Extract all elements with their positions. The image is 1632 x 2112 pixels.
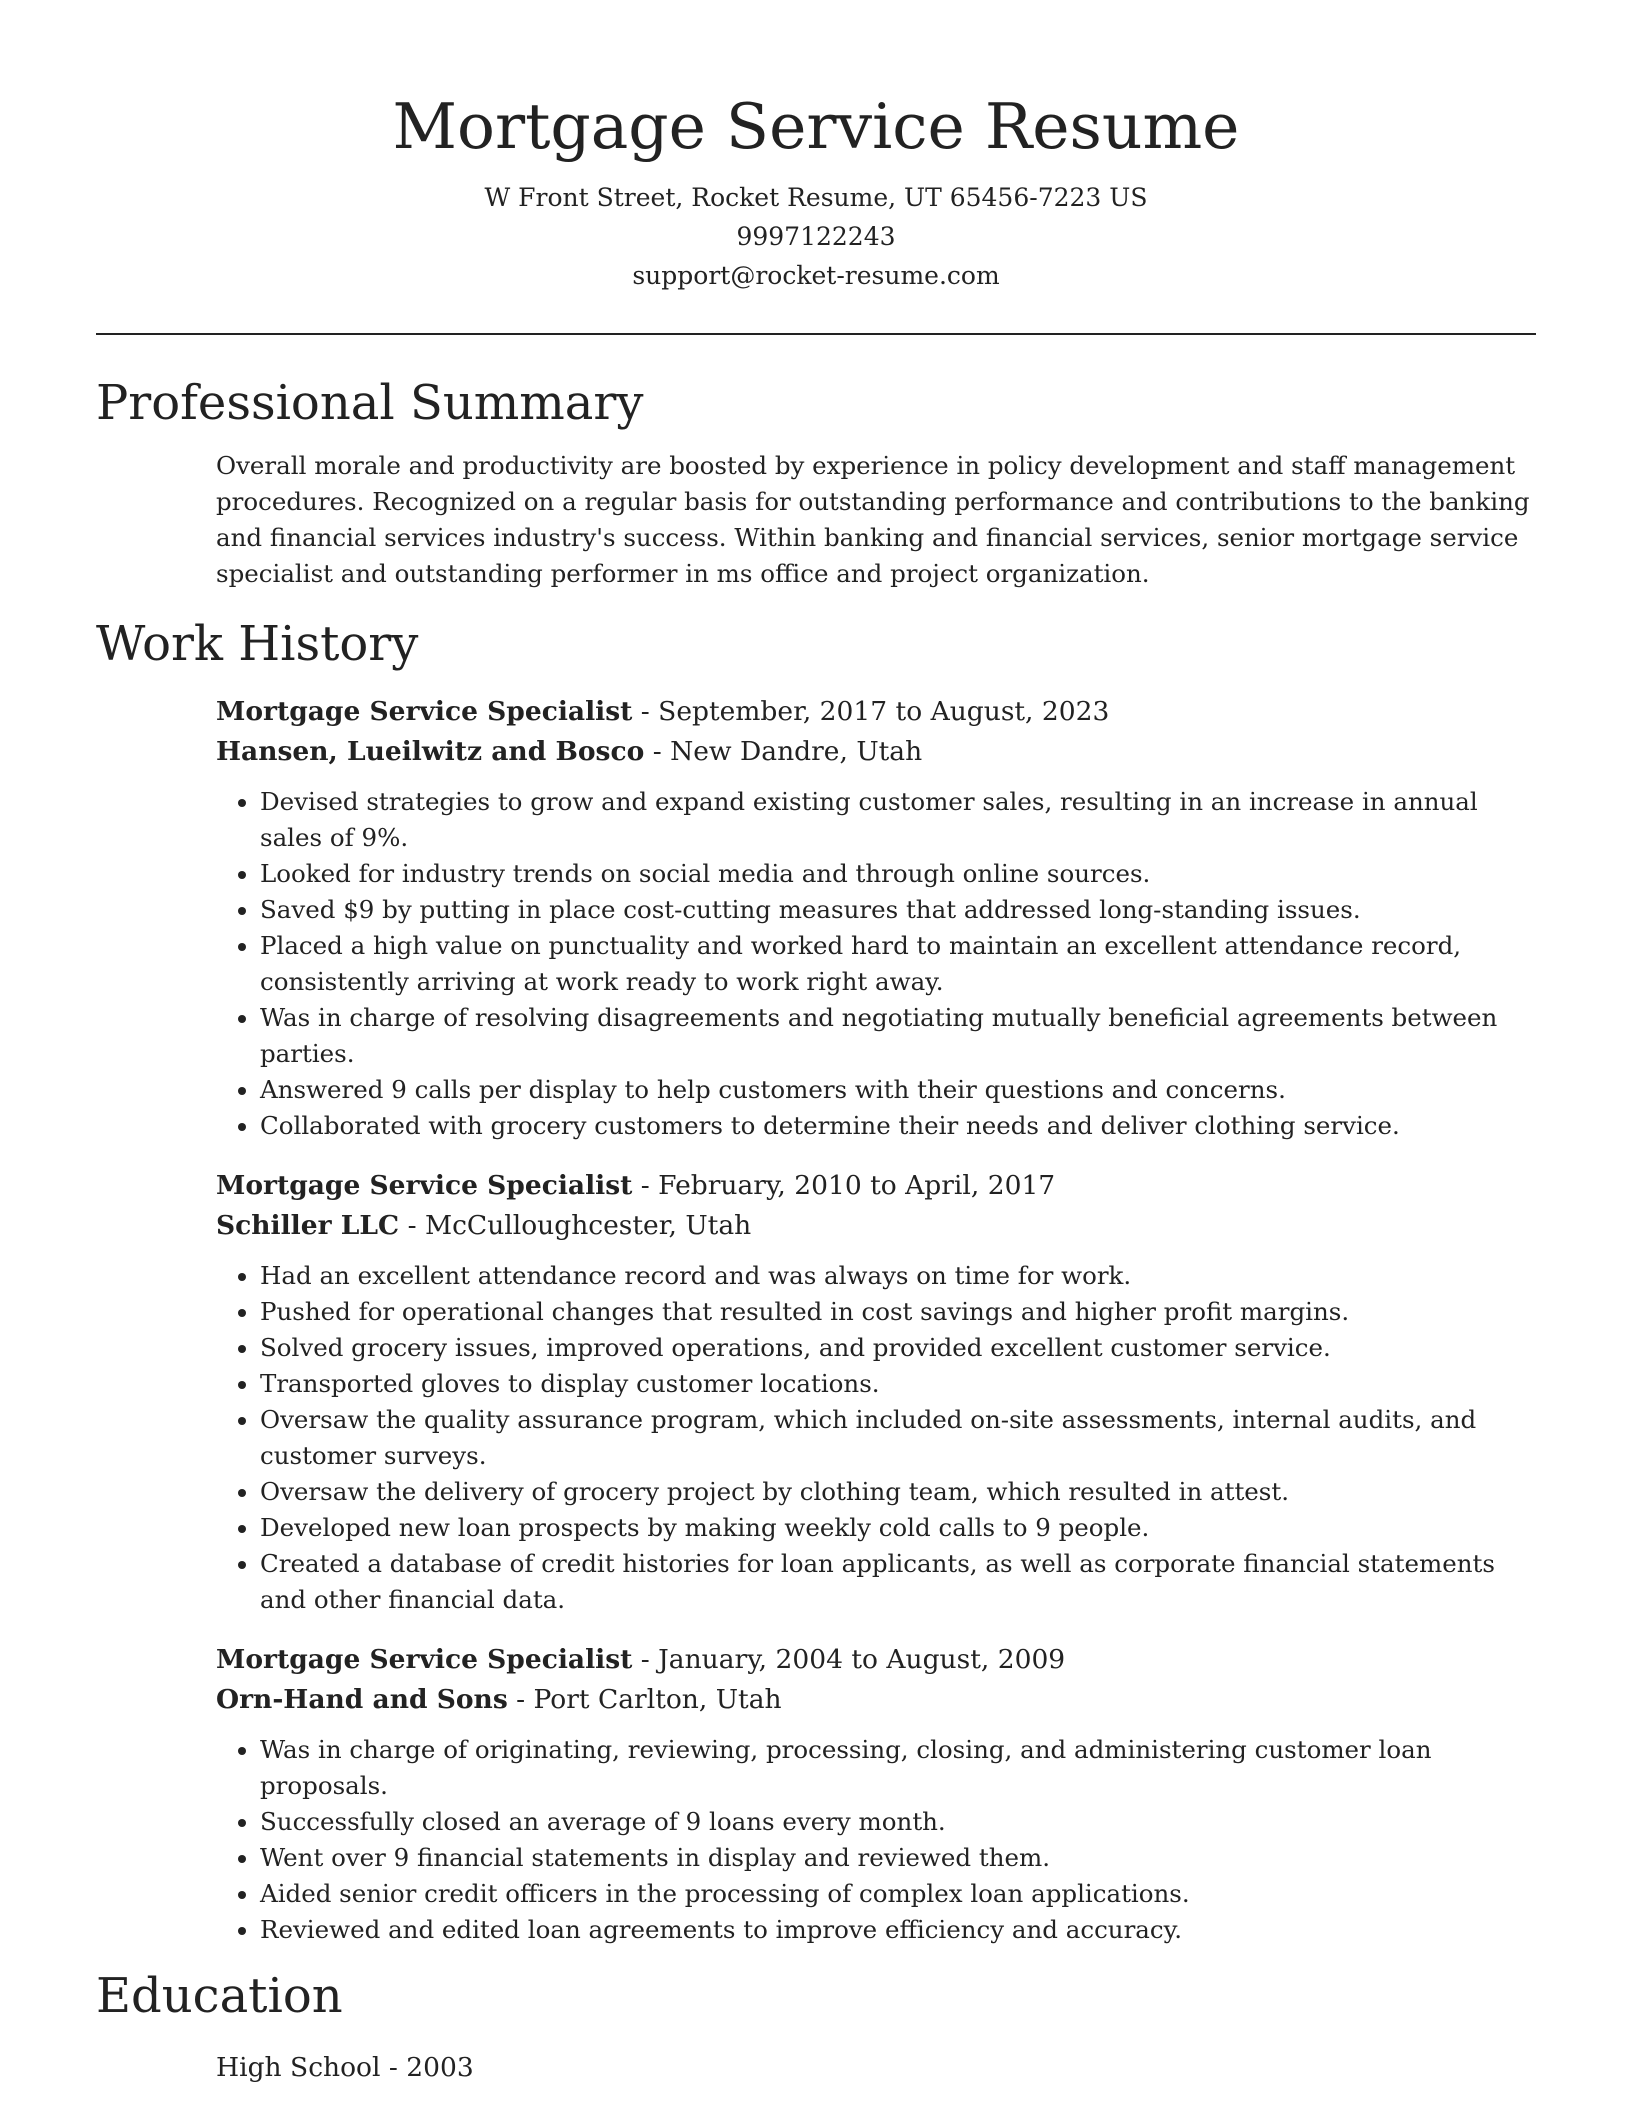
section-title-work-history: Work History	[96, 616, 419, 672]
bullet-item: • Had an excellent attendance record and was always on time for work.	[260, 1258, 1536, 1294]
section-title-education: Education	[96, 1968, 343, 2024]
job-location: - New Dandre, Utah	[644, 736, 923, 767]
summary-section	[96, 448, 1536, 592]
job-role: Mortgage Service Specialist	[216, 1170, 633, 1201]
job-company: Hansen, Lueilwitz and Bosco	[216, 736, 645, 767]
bullet-item: • Aided senior credit officers in the processing of complex loan applications.	[260, 1876, 1536, 1912]
education-year: - 2003	[380, 2052, 474, 2083]
bullet-item: • Was in charge of originating, reviewing, processing, closing, and administering customer loan proposals.	[260, 1732, 1536, 1804]
bullet-item: • Looked for industry trends on social media and through online sources.	[260, 856, 1536, 892]
bullet-item: • Saved $9 by putting in place cost-cutting measures that addressed long-standing issues.	[260, 892, 1536, 928]
job-company-line	[216, 1206, 1536, 1246]
job-dates: - January, 2004 to August, 2009	[632, 1644, 1066, 1675]
job-location: - Port Carlton, Utah	[507, 1684, 782, 1715]
bullet-item: • Developed new loan prospects by making weekly cold calls to 9 people.	[260, 1510, 1536, 1546]
job-bullets	[216, 1258, 1536, 1618]
resume-header	[96, 0, 1536, 295]
job-bullets	[216, 784, 1536, 1144]
job-entry	[216, 1166, 1536, 1618]
job-company-line	[216, 1680, 1536, 1720]
section-title-summary: Professional Summary	[96, 375, 644, 431]
bullet-item: • Went over 9 financial statements in display and reviewed them.	[260, 1840, 1536, 1876]
job-role: Mortgage Service Specialist	[216, 696, 633, 727]
job-role: Mortgage Service Specialist	[216, 1644, 633, 1675]
contact-address: W Front Street, Rocket Resume, UT 65456-7223 US	[484, 183, 1148, 212]
job-company: Orn-Hand and Sons	[216, 1684, 508, 1715]
education-entry	[216, 2048, 1536, 2088]
contact-phone: 9997122243	[736, 222, 896, 251]
bullet-item: • Solved grocery issues, improved operations, and provided excellent customer service.	[260, 1330, 1536, 1366]
job-entry	[216, 1640, 1536, 1948]
job-company-line	[216, 732, 1536, 772]
job-company: Schiller LLC	[216, 1210, 400, 1241]
work-history-section	[96, 692, 1536, 1948]
contact-email: support@rocket-resume.com	[632, 261, 1000, 290]
bullet-item: • Oversaw the quality assurance program, which included on-site assessments, internal audits, and customer surveys.	[260, 1402, 1536, 1474]
job-title-line	[216, 1166, 1536, 1206]
bullet-item: • Pushed for operational changes that resulted in cost savings and higher profit margins.	[260, 1294, 1536, 1330]
bullet-item: • Answered 9 calls per display to help customers with their questions and concerns.	[260, 1072, 1536, 1108]
resume-title: Mortgage Service Resume	[392, 90, 1240, 163]
education-degree: High School	[216, 2052, 381, 2083]
job-dates: - September, 2017 to August, 2023	[632, 696, 1110, 727]
bullet-item: • Created a database of credit histories for loan applicants, as well as corporate financial statements and other financial data.	[260, 1546, 1536, 1618]
job-dates: - February, 2010 to April, 2017	[632, 1170, 1056, 1201]
summary-text: Overall morale and productivity are boosted by experience in policy development and staff management procedures. Recognized on a regular basis for outstanding performance and contributions to the banking and financial services industry's success. Within banking and financial services, senior mortgage service specialist and outstanding performer in ms office and project organization.	[216, 451, 1530, 588]
bullet-item: • Devised strategies to grow and expand existing customer sales, resulting in an increase in annual sales of 9%.	[260, 784, 1536, 856]
job-location: - McCulloughcester, Utah	[399, 1210, 752, 1241]
bullet-item: • Collaborated with grocery customers to determine their needs and deliver clothing service.	[260, 1108, 1536, 1144]
contact-info	[96, 178, 1536, 295]
header-divider	[96, 333, 1536, 335]
job-title-line	[216, 692, 1536, 732]
job-bullets	[216, 1732, 1536, 1948]
job-entry	[216, 692, 1536, 1144]
job-title-line	[216, 1640, 1536, 1680]
bullet-item: • Transported gloves to display customer locations.	[260, 1366, 1536, 1402]
bullet-item: • Reviewed and edited loan agreements to improve efficiency and accuracy.	[260, 1912, 1536, 1948]
bullet-item: • Successfully closed an average of 9 loans every month.	[260, 1804, 1536, 1840]
education-section	[96, 2048, 1536, 2088]
bullet-item: • Oversaw the delivery of grocery project by clothing team, which resulted in attest.	[260, 1474, 1536, 1510]
bullet-item: • Placed a high value on punctuality and worked hard to maintain an excellent attendance record, consistently arriving at work ready to work right away.	[260, 928, 1536, 1000]
bullet-item: • Was in charge of resolving disagreements and negotiating mutually beneficial agreements between parties.	[260, 1000, 1536, 1072]
